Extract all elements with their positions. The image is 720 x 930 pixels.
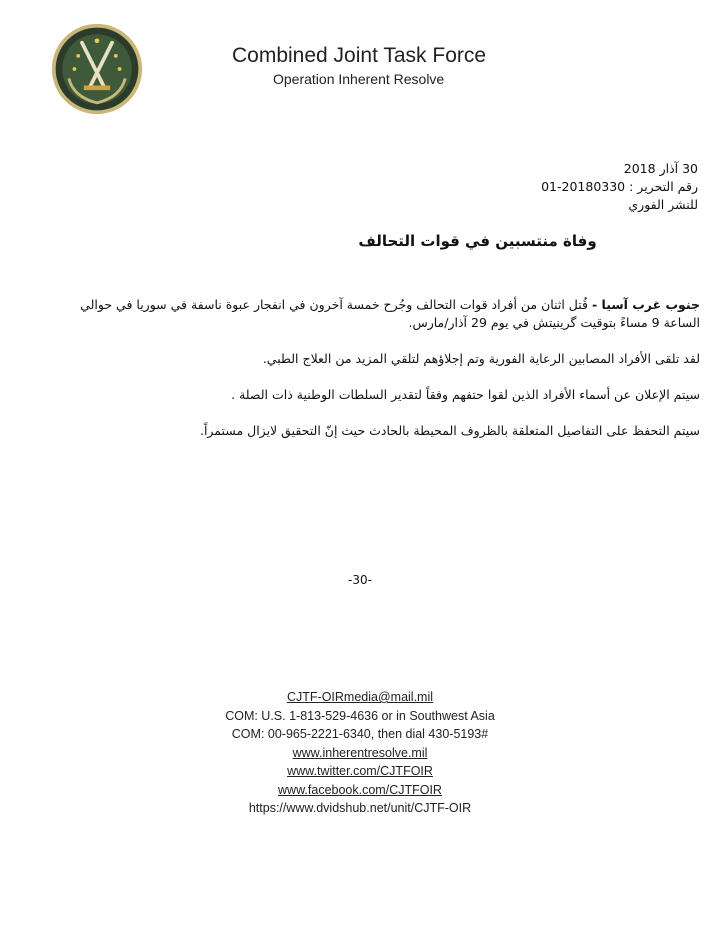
cjtf-oir-seal-logo: [50, 22, 144, 116]
email-link[interactable]: CJTF-OIRmedia@mail.mil: [286, 690, 434, 704]
release-type: للنشر الفوري: [628, 197, 698, 212]
website-link[interactable]: www.inherentresolve.mil: [292, 745, 428, 760]
end-mark: -30-: [348, 573, 372, 587]
contact-footer: [0, 688, 720, 818]
dvids-link[interactable]: https://www.dvidshub.net/unit/CJTF-OIR: [248, 801, 472, 815]
facebook-link[interactable]: www.facebook.com/CJTFOIR: [278, 782, 442, 797]
release-meta: [298, 160, 698, 214]
paragraph-3: سيتم الإعلان عن أسماء الأفراد الذين لقوا حتفهم وفقاً لتقدير السلطات الوطنية ذات الصلة .: [231, 387, 700, 402]
document-body: [70, 296, 700, 458]
document-title: وفاة منتسبين في قوات التحالف: [358, 232, 597, 250]
org-subtitle: Operation Inherent Resolve: [273, 71, 445, 87]
paragraph-2: لقد تلقى الأفراد المصابين الرعاية الفورية وتم إجلاؤهم لتلقي المزيد من العلاج الطبي.: [262, 351, 700, 366]
paragraph-1-text: قُتل اثنان من أفراد قوات التحالف وجُرح خمسة آخرون في انفجار عبوة ناسفة في سوريا في حوالي الساعة 9 مساءً بتوقيت گرينيتش في يوم 29 آذار/مارس.: [80, 297, 700, 330]
org-title: Combined Joint Task Force: [232, 44, 487, 67]
twitter-link[interactable]: www.twitter.com/CJTFOIR: [287, 764, 433, 778]
dateline: جنوب غرب آسيا -: [591, 297, 700, 312]
phone-us: COM: U.S. 1-813-529-4636 or in Southwest Asia: [225, 708, 495, 723]
paragraph-1: [70, 296, 700, 332]
phone-southwest-asia: COM: 00-965-2221-6340, then dial 430-5193#: [231, 727, 489, 741]
release-number: رقم التحرير : 20180330-01: [541, 179, 698, 194]
paragraph-4: سيتم التحفظ على التفاصيل المتعلقة بالظروف المحيطة بالحادث حيث إنّ التحقيق لايزال مستمراً.: [199, 423, 700, 438]
release-date: 30 آذار 2018: [623, 161, 698, 176]
